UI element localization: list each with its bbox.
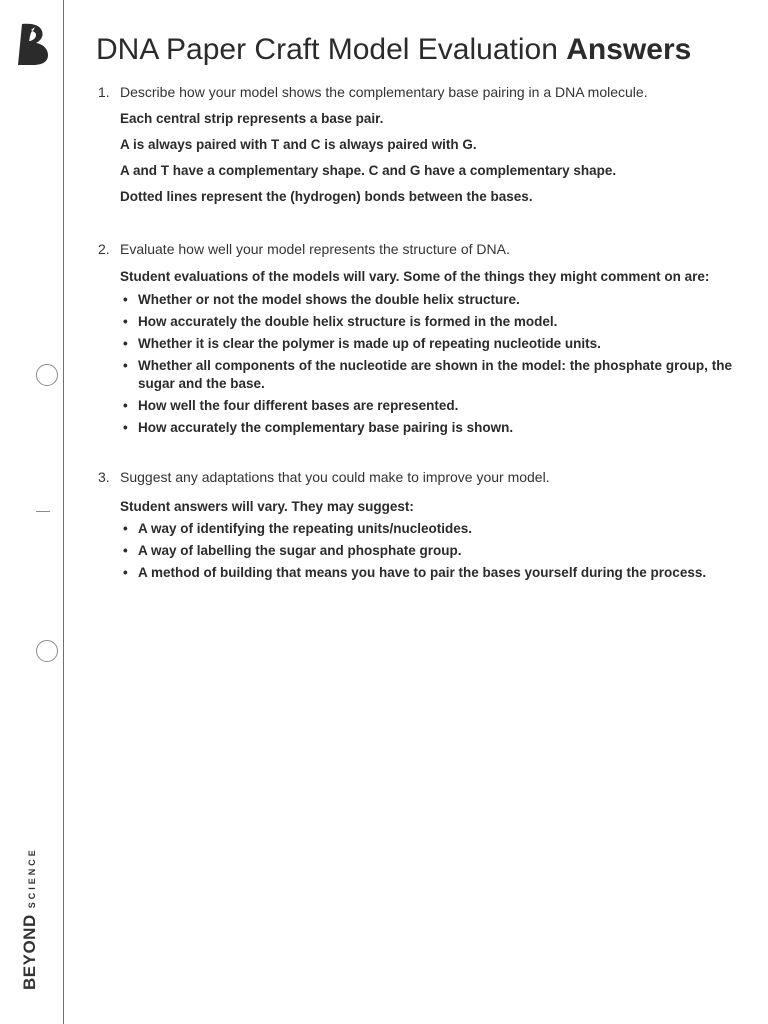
list-item: • A method of building that means you have to pair the bases yourself during the process. bbox=[120, 564, 732, 582]
list-item: • A way of identifying the repeating units/nucleotides. bbox=[120, 520, 732, 538]
title-bold: Answers bbox=[566, 33, 692, 66]
title-main: DNA Paper Craft Model Evaluation bbox=[96, 33, 558, 66]
fold-mark bbox=[36, 511, 50, 512]
list-item: • How accurately the complementary base pairing is shown. bbox=[120, 419, 732, 437]
answer-line: A is always paired with T and C is always paired with G. bbox=[120, 137, 477, 152]
question-text: Suggest any adaptations that you could make to improve your model. bbox=[120, 469, 550, 485]
brand-wordmark bbox=[20, 847, 40, 990]
answer-line: Each central strip represents a base pair. bbox=[120, 111, 384, 126]
list-item: • How well the four different bases are represented. bbox=[120, 397, 732, 415]
question-1 bbox=[98, 82, 732, 206]
answer-intro: Student answers will vary. They may suggest: bbox=[120, 499, 414, 514]
list-item: • Whether it is clear the polymer is made up of repeating nucleotide units. bbox=[120, 335, 732, 353]
brand-main-text: BEYOND bbox=[20, 914, 39, 990]
question-prompt bbox=[98, 239, 732, 259]
page-title bbox=[96, 33, 691, 67]
question-number: 3. bbox=[98, 469, 110, 485]
list-item: • A way of labelling the sugar and phosphate group. bbox=[120, 542, 732, 560]
question-number: 2. bbox=[98, 241, 110, 257]
margin-line bbox=[63, 0, 64, 1024]
answer-line: A and T have a complementary shape. C and G have a complementary shape. bbox=[120, 163, 617, 178]
question-number: 1. bbox=[98, 84, 110, 100]
punch-hole bbox=[36, 640, 58, 662]
question-3 bbox=[98, 467, 732, 582]
list-item: • Whether all components of the nucleotide are shown in the model: the phosphate group, the sugar and the base. bbox=[120, 357, 732, 393]
list-item: • Whether or not the model shows the double helix structure. bbox=[120, 291, 732, 309]
brand-sub-text: SCIENCE bbox=[27, 847, 37, 909]
answer-line: Dotted lines represent the (hydrogen) bonds between the bases. bbox=[120, 189, 533, 204]
question-text: Evaluate how well your model represents the structure of DNA. bbox=[120, 241, 510, 257]
answer-intro: Student evaluations of the models will vary. Some of the things they might comment on are: bbox=[120, 269, 710, 284]
question-2 bbox=[98, 239, 732, 437]
questions-section bbox=[98, 82, 732, 582]
beyond-logo-icon bbox=[16, 22, 50, 66]
question-prompt bbox=[98, 82, 732, 102]
answer-bullet-list bbox=[120, 291, 732, 437]
answer-bullet-list bbox=[120, 520, 732, 582]
punch-hole bbox=[36, 364, 58, 386]
question-text: Describe how your model shows the complementary base pairing in a DNA molecule. bbox=[120, 84, 648, 100]
list-item: • How accurately the double helix structure is formed in the model. bbox=[120, 313, 732, 331]
question-prompt bbox=[98, 467, 732, 487]
